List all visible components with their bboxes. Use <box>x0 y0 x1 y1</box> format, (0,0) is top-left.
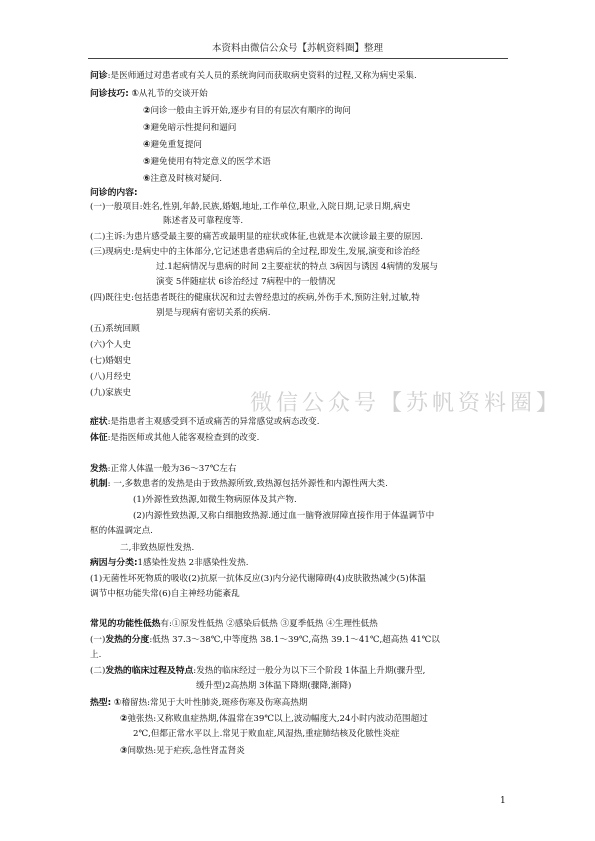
item-system-review: (五)系统回顾 <box>90 324 140 334</box>
symptom-definition: 症状:是指患者主观感受到不适或痛苦的异常感觉或病态改变. <box>90 417 320 427</box>
mechanism-line-3: (2)内源性致热源,又称白细胞致热源.通过血一脑脊液屏障直接作用于体温调节中 <box>133 511 435 521</box>
skill-2: ②问诊一般由主诉开始,逐步有目的有层次有顺序的询问 <box>143 106 351 116</box>
fever-definition: 发热:正常人体温一般为36～37℃左右 <box>90 464 237 474</box>
header-divider <box>88 58 508 59</box>
watermark: 微信公众号【苏帆资料圈】 <box>250 391 563 416</box>
inquiry-definition: 问诊:是医师通过对患者或有关人员的系统询问而获取病史资料的过程,又称为病史采集. <box>90 71 417 81</box>
sign-definition: 体征:是指医师或其他人能客观检查到的改变. <box>90 433 260 443</box>
fever-clinical-course: (二)发热的临床过程及特点:发热的临床经过一般分为以下三个阶段 1体温上升期(骤升型, <box>90 666 426 676</box>
item-general-cont: 陈述者及可靠程度等. <box>163 216 244 226</box>
cause-line-2: (1)无菌性坏死物质的吸收(2)抗原一抗体反应(3)内分泌代谢障碍(4)皮肤散热减少(5)体温 <box>90 574 426 584</box>
item-marital-history: (七)婚姻史 <box>90 356 132 366</box>
skill-5: ⑤避免使用有特定意义的医学术语 <box>143 157 271 167</box>
skill-4: ④避免重复提问 <box>143 140 203 150</box>
item-personal-history: (六)个人史 <box>90 340 132 350</box>
mechanism-line-5: 二,非致热原性发热. <box>120 543 195 553</box>
item-present-illness-cont2: 演变 5伴随症状 6诊治经过 7病程中的一般情况 <box>156 277 336 287</box>
skill-6: ⑥注意及时核对疑问. <box>143 174 222 184</box>
fever-clinical-course-cont: 缓升型)2高热期 3体温下降期(骤降,渐降) <box>196 681 352 691</box>
skill-3: ③避免暗示性提问和逼问 <box>143 123 237 133</box>
fever-type-2-cont: 2℃,但都正常水平以上.常见于败血症,风湿热,重症肺结核及化脓性炎症 <box>133 729 400 739</box>
item-past-history: (四)既往史:包括患者既往的健康状况和过去曾经患过的疾病,外伤手术,预防注射,过敏,特 <box>90 293 420 303</box>
fever-grading-cont: 上. <box>90 650 102 660</box>
cause-line-3: 调节中枢功能失常(6)自主神经功能紊乱 <box>90 589 240 599</box>
mechanism-line-2: (1)外源性致热源,如微生物病原体及其产物. <box>133 495 297 505</box>
item-menstrual-history: (八)月经史 <box>90 372 132 382</box>
page-number: 1 <box>500 796 506 806</box>
page-header: 本资料由微信公众号【苏帆资料圈】整理 <box>211 43 383 54</box>
heading-inquiry-content: 问诊的内容: <box>90 188 138 198</box>
functional-low-fever: 常见的功能性低热有:①原发性低热 ②感染后低热 ③夏季低热 ④生理性低热 <box>90 619 378 629</box>
term-inquiry: 问诊 <box>90 71 108 81</box>
item-present-illness: (三)现病史:是病史中的主体部分,它记述患者患病后的全过程,即发生,发展,演变和诊治经 <box>90 247 420 257</box>
item-chief-complaint: (二)主诉:为患片感受最主要的痛苦或最明显的症状或体征,也就是本次就诊最主要的原因. <box>90 232 424 242</box>
item-present-illness-cont1: 过.1起病情况与患病的时间 2主要症状的特点 3病因与诱因 4病情的发展与 <box>156 262 439 272</box>
fever-type-1: 热型: ①稽留热:常见于大叶性肺炎,斑疹伤寒及伤寒高热期 <box>90 698 308 708</box>
item-past-history-cont: 别是与现病有密切关系的疾病. <box>156 308 271 318</box>
cause-classification: 病因与分类:1感染性发热 2非感染性发热. <box>90 558 249 568</box>
item-general: (一)一般项目:姓名,性别,年龄,民族,婚姻,地址,工作单位,职业,入院日期,记录日期,病史 <box>90 202 411 212</box>
fever-type-2: ②弛张热:又称败血症热期,体温常在39℃以上,波动幅度大,24小时内波动范围超过 <box>120 714 428 724</box>
term-skills: 问诊技巧: <box>90 89 129 99</box>
mechanism-line-4: 枢的体温调定点. <box>90 526 153 536</box>
fever-type-3: ③间歇热:见于疟疾,急性肾盂肾炎 <box>120 746 245 756</box>
item-family-history: (九)家族史 <box>90 388 132 398</box>
fever-grading: (一)发热的分度:低热 37.3～38℃,中等度热 38.1～39℃,高热 39.1～41℃,超高热 41℃以 <box>90 635 440 645</box>
skill-1: 问诊技巧: ①从礼节的交谈开始 <box>90 89 208 99</box>
mechanism-line-1: 机制: 一,多数患者的发热是由于致热源所致,致热源包括外源性和内源性两大类. <box>90 479 388 489</box>
